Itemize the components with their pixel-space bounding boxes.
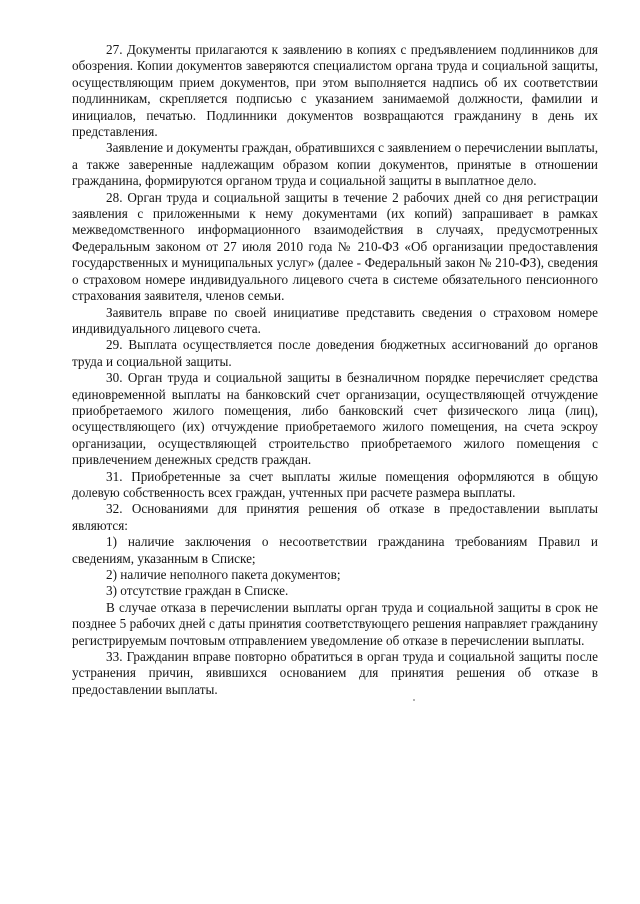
paragraph-32-item-1: 1) наличие заключения о несоответствии гражданина требованиям Правил и сведениям, указанным в Списке; <box>72 534 598 566</box>
paragraph-32-item-2: 2) наличие неполного пакета документов; <box>106 567 341 582</box>
paragraph-28: 28. Орган труда и социальной защиты в течение 2 рабочих дней со дня регистрации заявления с приложенными к нему документами (их копий) запрашивает в рамках межведомственного информационного взаимодействия в случаях, предусмотренных Федеральным законом от 27 июля 2010 года № 210-ФЗ «Об организации предоставления государственных и муниципальных услуг» (далее - Федеральный закон № 210-ФЗ), сведения о страховом номере индивидуального лицевого счета в системе обязательного пенсионного страхования заявителя, членов семьи. <box>72 189 598 304</box>
paragraph-27: 27. Документы прилагаются к заявлению в копиях с предъявлением подлинников для обозрения. Копии документов заверяются специалистом органа труда и социальной защиты, осуществляющим прием документов, при этом выполняется надпись об их соответствии подлинникам, скрепляется подписью с указанием занимаемой должности, фамилии и инициалов, печатью. Подлинники документов возвращаются гражданину в день их представления. <box>72 42 598 140</box>
document-body <box>72 42 598 698</box>
paragraph-27-application: Заявление и документы граждан, обратившихся с заявлением о перечислении выплаты, а также заверенные надлежащим образом копии документов, принятые в отношении гражданина, формируются органом труда и социальной защиты в выплатное дело. <box>72 140 598 189</box>
paragraph-32-item-3: 3) отсутствие граждан в Списке. <box>106 583 289 599</box>
paragraph-32: 32. Основаниями для принятия решения об отказе в предоставлении выплаты являются: <box>72 501 598 533</box>
paragraph-28-applicant-right: Заявитель вправе по своей инициативе представить сведения о страховом номере индивидуального лицевого счета. <box>72 304 598 336</box>
paragraph-32-refusal: В случае отказа в перечислении выплаты орган труда и социальной защиты в срок не позднее 5 рабочих дней с даты принятия соответствующего решения направляет гражданину регистрируемым почтовым отправлением уведомление об отказе в перечислении выплаты. <box>72 599 598 648</box>
scan-speck <box>413 699 415 701</box>
paragraph-30: 30. Орган труда и социальной защиты в безналичном порядке перечисляет средства единовременной выплаты на банковский счет организации, осуществляющей отчуждение приобретаемого жилого помещения, либо банковский счет физического лица (лиц), осуществляющего (их) отчуждение приобретаемого жилого помещения, на счета эскроу организации, осуществляющей строительство приобретаемого жилого помещения с привлечением денежных средств граждан. <box>72 370 598 468</box>
paragraph-31: 31. Приобретенные за счет выплаты жилые помещения оформляются в общую долевую собственность всех граждан, учтенных при расчете размера выплаты. <box>72 468 598 500</box>
paragraph-33: 33. Гражданин вправе повторно обратиться в орган труда и социальной защиты после устранения причин, явившихся основанием для принятия решения об отказе в предоставлении выплаты. <box>72 649 598 697</box>
paragraph-29: 29. Выплата осуществляется после доведения бюджетных ассигнований до органов труда и социальной защиты. <box>72 337 598 369</box>
